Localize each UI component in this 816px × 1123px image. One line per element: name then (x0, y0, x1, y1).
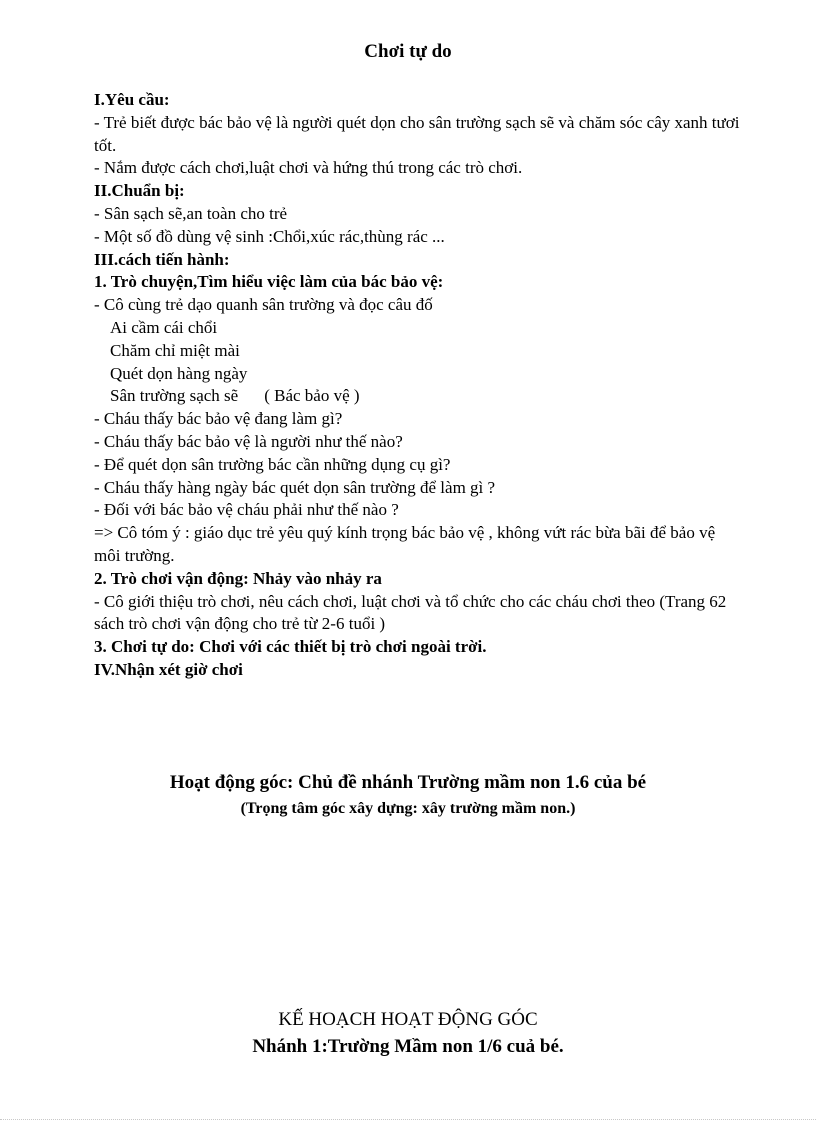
plan-subtitle: Nhánh 1:Trường Mầm non 1/6 cuả bé. (252, 1036, 564, 1057)
paragraph: - Cô giới thiệu trò chơi, nêu cách chơi, luật chơi và tổ chức cho các cháu chơi theo (Trang 62 sách trò chơi vận động cho trẻ từ 2-6 tuổi ) (94, 591, 727, 634)
heading-procedure: III.cách tiến hành: (94, 249, 230, 269)
riddle-text: Sân trường sạch sẽ (110, 386, 239, 406)
riddle-line: Ai cầm cái chổi (110, 317, 218, 337)
question: - Đối với bác bảo vệ cháu phải như thế nào ? (94, 500, 399, 520)
paragraph: - Sân sạch sẽ,an toàn cho trẻ (94, 203, 288, 223)
subheading-free-play: 3. Chơi tự do: Chơi với các thiết bị trò chơi ngoài trời. (94, 637, 487, 657)
question: - Để quét dọn sân trường bác cần những dụng cụ gì? (94, 454, 451, 474)
corner-activity-subtitle: (Trọng tâm góc xây dựng: xây trường mầm non.) (240, 800, 576, 817)
subheading-talk: 1. Trò chuyện,Tìm hiểu việc làm của bác bảo vệ: (94, 272, 444, 292)
paragraph: - Cô cùng trẻ dạo quanh sân trường và đọc câu đố (94, 295, 433, 315)
riddle-answer: ( Bác bảo vệ ) (264, 386, 360, 406)
paragraph: - Trẻ biết được bác bảo vệ là người quét dọn cho sân trường sạch sẽ và chăm sóc cây xanh tươi tốt. (94, 112, 740, 155)
subheading-game: 2. Trò chơi vận động: Nhảy vào nhảy ra (94, 568, 382, 588)
plan-title: KẾ HOẠCH HOẠT ĐỘNG GÓC (278, 1009, 538, 1030)
page-title: Chơi tự do (364, 41, 452, 62)
riddle-line (94, 385, 744, 408)
paragraph: - Nắm được cách chơi,luật chơi và hứng thú trong các trò chơi. (94, 158, 523, 178)
paragraph: - Một số đồ dùng vệ sinh :Chổi,xúc rác,thùng rác ... (94, 226, 445, 246)
heading-review: IV.Nhận xét giờ chơi (94, 659, 243, 679)
page-divider (0, 1119, 816, 1120)
question: - Cháu thấy bác bảo vệ đang làm gì? (94, 409, 343, 429)
summary-paragraph: => Cô tóm ý : giáo dục trẻ yêu quý kính trọng bác bảo vệ , không vứt rác bừa bãi để bảo vệ môi trường. (94, 523, 716, 565)
lesson-body (94, 89, 744, 682)
riddle-line: Chăm chỉ miệt mài (110, 340, 240, 360)
heading-preparation: II.Chuẩn bị: (94, 181, 185, 201)
corner-activity-title: Hoạt động góc: Chủ đề nhánh Trường mầm non 1.6 của bé (169, 772, 647, 793)
question: - Cháu thấy hàng ngày bác quét dọn sân trường để làm gì ? (94, 477, 496, 497)
question: - Cháu thấy bác bảo vệ là người như thế nào? (94, 431, 403, 451)
heading-requirements: I.Yêu cầu: (94, 90, 170, 109)
riddle-line: Quét dọn hàng ngày (110, 363, 248, 383)
